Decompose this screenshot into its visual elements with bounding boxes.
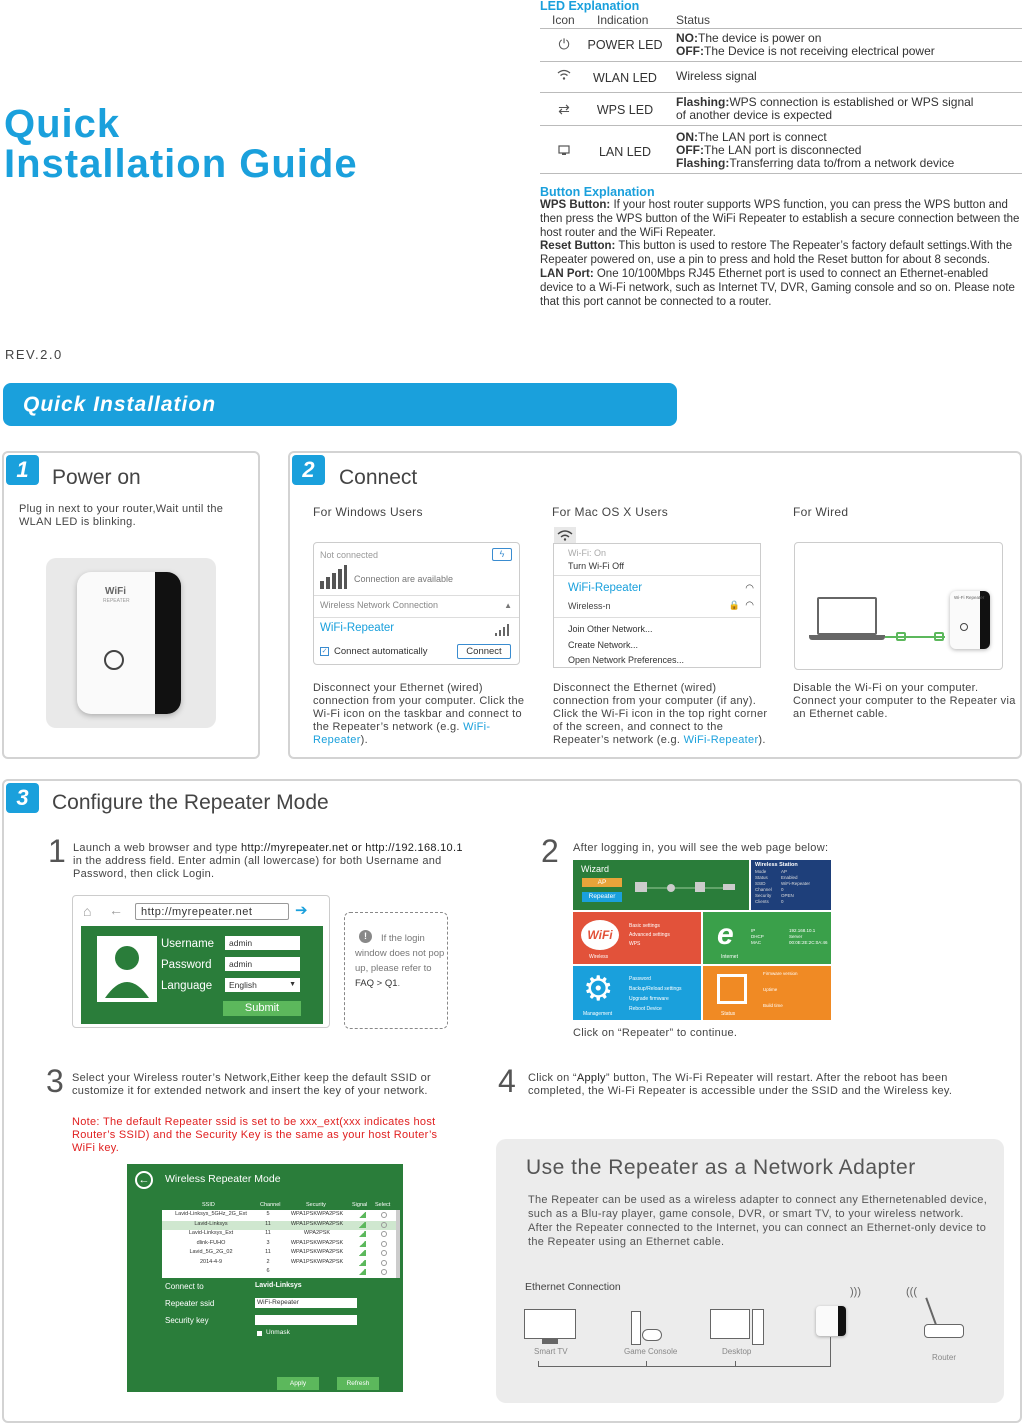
status-value: OPEN <box>781 893 794 898</box>
repeater-mode-title: Wireless Repeater Mode <box>165 1173 281 1185</box>
status-label: Status <box>721 1011 736 1017</box>
signal-strength-icon <box>358 1222 366 1228</box>
status-tile[interactable] <box>703 966 831 1020</box>
ssid-table-row[interactable] <box>162 1249 396 1258</box>
wireless-tile[interactable] <box>573 912 701 964</box>
connect-button[interactable]: Connect <box>457 644 511 659</box>
lan-port-text: One 10/100Mbps RJ45 Ethernet port is used to connect an Ethernet-enabled device to a Wi-Fi network, such as Internet TV, DVR, Gaming console and so on. Please note that this port cannot be connected to a router. <box>540 267 1015 308</box>
title-quick: Quick <box>4 102 121 146</box>
ssid-cell: 5 <box>266 1211 270 1217</box>
ssid-table-row[interactable] <box>162 1211 396 1220</box>
ip-values <box>789 928 828 946</box>
signal-strength-icon <box>358 1231 366 1237</box>
url-bar[interactable]: http://myrepeater.net <box>135 903 289 920</box>
wps-button-icon <box>104 650 124 670</box>
ssid-cell: 11 <box>265 1220 271 1227</box>
gamepad-icon <box>642 1329 662 1341</box>
step2-title: Connect <box>339 466 418 489</box>
game-console-icon <box>631 1311 641 1345</box>
wired-instructions: Disable the Wi-Fi on your computer. Connect your computer to the Repeater via an Ethernet cable. <box>793 682 1016 720</box>
ssid-cell: dlink-FUHO <box>196 1239 226 1246</box>
ssid-example: WiFi-Repeater <box>313 721 491 746</box>
led-key: OFF: <box>676 44 704 58</box>
device-brand: WiFi <box>105 586 127 597</box>
mac-instructions <box>553 682 773 747</box>
mac-wifi-menu <box>553 543 761 668</box>
ssid-table-row[interactable] <box>162 1221 396 1230</box>
status-value: 0 <box>781 899 784 904</box>
security-key-input[interactable] <box>255 1315 357 1325</box>
ssid-cell: WPA2PSK <box>303 1230 331 1236</box>
ssid-table-row[interactable] <box>162 1230 396 1239</box>
s4-text-b: ” button, The Wi-Fi Repeater will restart. After the reboot has been completed, the Wi-Fi Repeater is accessible under the SSID and the Wireless key. <box>528 1072 953 1097</box>
ssid-cell: 3 <box>266 1239 270 1246</box>
col-icon: Icon <box>552 13 575 27</box>
substep2-number: 2 <box>541 833 559 869</box>
build-label: Build time <box>763 1003 783 1008</box>
management-label: Management <box>583 1011 613 1017</box>
unmask-label: Unmask <box>266 1329 290 1336</box>
firmware-label: Firmware version <box>763 971 798 976</box>
basic-settings-link[interactable]: Basic settings <box>629 923 660 929</box>
step1-text: Plug in next to your router,Wait until the WLAN LED is blinking. <box>19 503 224 528</box>
select-radio[interactable] <box>381 1212 387 1218</box>
ssid-example: WiFi-Repeater <box>683 734 759 746</box>
ap-button[interactable]: AP <box>582 878 622 887</box>
refresh-button[interactable]: Refresh <box>337 1377 379 1390</box>
management-tile[interactable] <box>573 966 701 1020</box>
step1-badge: 1 <box>6 455 39 485</box>
button-explanation-body <box>540 199 1020 309</box>
management-links <box>629 974 682 1014</box>
ssid-cell: Lavid-Linksys_Ext <box>188 1230 234 1236</box>
router-label: Router <box>932 1353 957 1362</box>
status-values <box>781 869 810 905</box>
dropdown-arrow-icon: ▼ <box>289 981 296 988</box>
turn-wifi-off[interactable]: Turn Wi-Fi Off <box>568 561 624 571</box>
ip-value: 00:0E:2E:2C:0A:46 <box>789 940 828 945</box>
upgrade-link[interactable]: Upgrade firmware <box>629 996 669 1002</box>
select-radio[interactable] <box>381 1269 387 1275</box>
adapter-p1: The Repeater can be used as a wireless adapter to connect any Ethernetenabled device, such as a Blu-ray player, game console, DVR, or smart TV, to your wireless network. <box>528 1194 988 1220</box>
gear-icon: ⚙ <box>583 970 614 1008</box>
reset-button-text: This button is used to restore The Repeater’s factory default settings.With the Repeater powered on, use a pin to press and hold the Reset button for about 8 seconds. <box>540 240 1013 267</box>
led-text: Wireless signal <box>676 69 757 83</box>
status-key: Channel <box>755 887 772 892</box>
signal-strength-icon <box>358 1212 366 1218</box>
wizard-tile <box>573 860 749 910</box>
signal-waves-icon: ((( <box>906 1286 917 1298</box>
auto-checkbox[interactable]: ✓ <box>321 648 328 655</box>
connect-to-label: Connect to <box>165 1282 204 1291</box>
apply-button[interactable]: Apply <box>277 1377 319 1390</box>
col-status: Status <box>676 13 711 27</box>
game-console-label: Game Console <box>624 1347 678 1356</box>
password-input[interactable]: admin <box>225 957 300 971</box>
substep2-bottom: Click on “Repeater” to continue. <box>573 1027 738 1039</box>
col-indication: Indication <box>597 13 649 27</box>
led-key: Flashing: <box>676 156 730 170</box>
substep3-note: Note: The default Repeater ssid is set to be xxx_ext(xxx indicates host Router’s SSID) and the Security Key is the same as your host Router’s WiFi key. <box>72 1116 438 1154</box>
lock-icon: 🔒 <box>728 600 740 610</box>
ssid-cell: Lavid-Linksys <box>194 1220 228 1227</box>
repeater-ssid-input[interactable]: WiFi-Repeater <box>255 1298 357 1308</box>
led-row-power <box>540 28 1022 62</box>
connect-automatically: Connect automatically <box>334 646 428 657</box>
faq-link[interactable]: FAQ > Q1 <box>355 978 398 989</box>
reset-button-key: Reset Button: <box>540 240 616 253</box>
signal-waves-icon: ))) <box>850 1286 861 1298</box>
wireless-network-connection: Wireless Network Connection <box>320 600 439 610</box>
lan-port-key: LAN Port: <box>540 267 594 280</box>
adapter-text <box>528 1193 994 1249</box>
status-keys <box>755 869 772 905</box>
status-value: WiFi-Repeater <box>781 881 811 886</box>
back-icon[interactable]: ← <box>135 1171 153 1189</box>
step3-title: Configure the Repeater Mode <box>52 791 329 814</box>
ip-key: IP <box>751 928 756 933</box>
led-key: Flashing: <box>676 95 730 109</box>
wps-button-text: If your host router supports WPS function, you can press the WPS button and then press the WPS button of the WiFi Repeater to establish a secure connection between the host router and the WiFi Repeater. <box>540 199 1020 239</box>
led-name: WLAN LED <box>593 71 657 85</box>
username-label: Username <box>161 938 215 950</box>
device-sub: REPEATER <box>103 598 130 604</box>
status-grid-icon <box>717 974 747 1004</box>
signal-strength-icon <box>358 1241 366 1247</box>
ssid-table-row[interactable] <box>162 1268 396 1277</box>
router-icon <box>924 1324 964 1338</box>
substep4-number: 4 <box>498 1063 516 1099</box>
adapter-p2: After the Repeater connected to the Internet, you can connect an Ethernet-only device to the Repeater using an Ethernet cable. <box>528 1222 987 1248</box>
ssid-cell: WPA1PSKWPA2PSK <box>290 1220 344 1227</box>
mac-text: Disconnect the Ethernet (wired) connection from your computer (if any). Click the Wi-Fi icon in the top right corner of the screen, and connect to the Repeater’s network (e.g. <box>553 682 768 746</box>
language-label: Language <box>161 980 213 992</box>
password-label: Password <box>161 959 212 971</box>
substep3-text: Select your Wireless router’s Network,Either keep the default SSID or customize it for extended network and insert the key of your network. <box>72 1072 431 1097</box>
password-link[interactable]: Password <box>629 976 651 982</box>
backup-link[interactable]: Backup/Reload settings <box>629 986 682 992</box>
s1-text-a: Launch a web browser and type <box>73 842 241 854</box>
smart-tv-icon <box>524 1309 576 1339</box>
led-text: of another device is expected <box>676 108 833 122</box>
wifi-signal-icon: ◠ <box>745 600 754 611</box>
avatar <box>97 936 157 1002</box>
ip-value: 192.168.10.1 <box>789 928 816 933</box>
reboot-link[interactable]: Reboot Device <box>629 1006 662 1012</box>
wps-button-key: WPS Button: <box>540 199 611 211</box>
win-ssid[interactable]: WiFi-Repeater <box>320 622 395 634</box>
step1-title: Power on <box>52 466 141 489</box>
signal-icon <box>495 623 511 641</box>
signal-strength-icon <box>358 1250 366 1256</box>
status-key: Security <box>755 893 772 898</box>
ssid-table <box>162 1202 400 1278</box>
open-network-prefs[interactable]: Open Network Preferences... <box>568 655 685 665</box>
header-ssid: SSID <box>202 1202 215 1208</box>
wireless-station-tile <box>751 860 831 910</box>
status-key: Status <box>755 875 768 880</box>
scrollbar[interactable] <box>396 1210 400 1278</box>
repeater-ssid-label: Repeater ssid <box>165 1299 215 1308</box>
led-name: LAN LED <box>598 145 652 159</box>
wifi-signal-icon: ◠ <box>745 583 754 594</box>
status-info <box>763 970 798 1010</box>
close-paren: ). <box>758 734 766 746</box>
language-select[interactable] <box>225 978 300 992</box>
led-text: The LAN port is connect <box>698 130 827 144</box>
wps-link[interactable]: WPS <box>629 941 641 947</box>
ssid-cell: 11 <box>265 1249 271 1255</box>
ssid-cell: 11 <box>265 1230 271 1236</box>
smart-tv-label: Smart TV <box>534 1347 568 1356</box>
title-installation-guide: Installation Guide <box>4 142 358 186</box>
select-radio[interactable] <box>381 1241 387 1247</box>
adapter-title: Use the Repeater as a Network Adapter <box>526 1156 916 1179</box>
login-note-text <box>355 931 445 991</box>
substep3-number: 3 <box>46 1063 64 1099</box>
note-c: . <box>397 978 401 989</box>
uptime-label: Uptime <box>763 987 778 992</box>
laptop-icon <box>817 597 877 635</box>
create-network[interactable]: Create Network... <box>568 640 639 650</box>
status-value: 0 <box>781 887 784 892</box>
ssid-cell: WPA1PSKWPA2PSK <box>290 1211 344 1217</box>
ip-keys <box>751 928 764 946</box>
browser-login-window <box>72 895 330 1028</box>
wireless-station-label: Wireless Station <box>755 862 798 868</box>
header-channel: Channel <box>260 1202 281 1208</box>
home-icon[interactable]: ⌂ <box>83 903 92 919</box>
led-row-wlan <box>540 62 1022 93</box>
url-1: http://myrepeater.net or <box>241 842 362 854</box>
username-input[interactable]: admin <box>225 936 300 950</box>
ssid-cell: 2 <box>266 1258 270 1265</box>
button-explanation-title: Button Explanation <box>540 185 655 199</box>
ssid-cell: Lavid_5G_2G_02 <box>189 1249 233 1255</box>
repeater-device-image <box>77 572 181 714</box>
select-radio[interactable] <box>381 1260 387 1266</box>
ssid-table-row[interactable] <box>162 1259 396 1268</box>
connect-to-value: Lavid-Linksys <box>255 1282 302 1289</box>
ssid-cell: WPA1PSKWPA2PSK <box>290 1258 344 1265</box>
header-select: Select <box>375 1202 391 1208</box>
login-panel <box>81 926 323 1024</box>
web-dashboard <box>573 860 831 1020</box>
repeater-small-icon <box>950 591 990 649</box>
login-note-box <box>344 912 448 1029</box>
ssid-table-header <box>162 1202 400 1210</box>
revision-label: REV.2.0 <box>5 347 63 362</box>
ie-icon: e <box>717 918 734 951</box>
substep1-number: 1 <box>48 833 66 869</box>
unmask-checkbox[interactable] <box>257 1331 262 1336</box>
internet-label: Internet <box>721 954 738 960</box>
wps-icon: ⇄ <box>558 101 570 117</box>
repeater-button[interactable]: Repeater <box>582 892 622 902</box>
language-value: English <box>229 980 257 990</box>
ssid-cell: Lavid-Linksys_5GHz_2G_Ext <box>175 1211 247 1217</box>
select-radio[interactable] <box>381 1250 387 1256</box>
windows-wifi-popup <box>313 542 520 665</box>
ssid-table-row[interactable] <box>162 1240 396 1249</box>
join-other-network[interactable]: Join Other Network... <box>568 624 653 634</box>
note-a: If the login window does not pop up, please refer to <box>355 933 445 974</box>
wireless-links <box>629 922 670 949</box>
topology-icon <box>633 876 743 896</box>
substep4-text <box>528 1072 1002 1098</box>
s4-text-a: Click on “ <box>528 1072 577 1084</box>
wireless-repeater-mode-panel <box>127 1164 403 1392</box>
back-arrow-icon[interactable]: ← <box>109 902 123 918</box>
led-name: WPS LED <box>596 103 654 117</box>
not-connected-label: Not connected <box>320 550 379 560</box>
led-row-wps <box>540 93 1022 126</box>
status-key: Mode <box>755 869 767 874</box>
refresh-icon[interactable]: ϟ <box>492 548 512 561</box>
wifi-on-label: Wi-Fi: On <box>568 548 606 558</box>
mac-wifi-menubar-icon[interactable] <box>554 527 576 543</box>
go-arrow-icon[interactable]: ➔ <box>295 902 308 919</box>
status-key: Clients <box>755 899 769 904</box>
signal-strength-icon <box>358 1260 366 1266</box>
wifi-logo-icon: WiFi <box>581 920 619 950</box>
wifi-icon <box>554 68 574 84</box>
step3-badge: 3 <box>6 783 39 813</box>
step2-badge: 2 <box>292 455 325 485</box>
led-text: The LAN port is disconnected <box>704 143 862 157</box>
led-name: POWER LED <box>587 38 663 52</box>
repeater-label: Wi-Fi Repeater <box>954 595 985 600</box>
led-explanation-title: LED Explanation <box>540 0 640 13</box>
substep2-text: After logging in, you will see the web page below: <box>573 842 829 854</box>
security-key-label: Security key <box>165 1316 209 1325</box>
select-radio[interactable] <box>381 1231 387 1237</box>
win-text: Disconnect your Ethernet (wired) connection from your computer. Click the Wi-Fi icon on the taskbar and connect to the Repeater’s network (e.g. <box>313 682 525 733</box>
wizard-label: Wizard <box>581 864 610 874</box>
ssid-cell: 2014-4-9 <box>199 1258 223 1265</box>
status-value: Enabled <box>781 875 798 880</box>
ethernet-connection-label: Ethernet Connection <box>525 1281 621 1293</box>
header-signal: Signal <box>352 1202 368 1208</box>
wireless-label: Wireless <box>589 954 609 960</box>
ip-key: MAC <box>751 940 761 945</box>
led-key: NO: <box>676 31 698 45</box>
network-adapter-box <box>496 1139 1004 1403</box>
close-paren: ). <box>360 734 368 746</box>
s4-apply: Apply <box>576 1072 606 1084</box>
wireless-n[interactable]: Wireless-n <box>568 601 611 611</box>
wired-title: For Wired <box>793 505 849 519</box>
desktop-label: Desktop <box>722 1347 752 1356</box>
substep1-text <box>73 842 473 881</box>
internet-tile[interactable] <box>703 912 831 964</box>
wired-illustration <box>794 542 1003 670</box>
ssid-cell: WPA1PSKWPA2PSK <box>290 1249 344 1255</box>
led-text: The Device is not receiving electrical power <box>704 44 935 58</box>
led-row-lan <box>540 126 1022 174</box>
signal-bars-icon <box>319 565 347 589</box>
lan-icon <box>554 143 574 159</box>
status-key: SSID <box>755 881 766 886</box>
led-key: OFF: <box>676 143 704 157</box>
ssid-cell: WPA1PSKWPA2PSK <box>290 1239 344 1246</box>
windows-users-title: For Windows Users <box>313 505 423 519</box>
info-icon: ! <box>359 930 372 943</box>
led-key: ON: <box>676 130 698 144</box>
advanced-settings-link[interactable]: Advanced settings <box>629 932 670 938</box>
desktop-icon <box>710 1309 750 1339</box>
led-text: Transferring data to/from a network device <box>729 156 955 170</box>
ip-value: Server <box>789 934 803 939</box>
repeater-adapter-icon <box>816 1306 846 1336</box>
ip-key: DHCP <box>751 934 764 939</box>
status-value: AP <box>781 869 788 874</box>
signal-strength-icon <box>358 1269 366 1275</box>
mac-ssid[interactable]: WiFi-Repeater <box>568 582 643 594</box>
s1-text-b: in the address field. Enter admin (all lowercase) for both Username and Password, then click Login. <box>73 855 442 880</box>
led-text: The device is power on <box>698 31 822 45</box>
power-icon: ⏻ <box>558 36 570 52</box>
mac-users-title: For Mac OS X Users <box>552 505 669 519</box>
submit-button[interactable]: Submit <box>223 1001 301 1016</box>
collapse-icon[interactable]: ▲ <box>504 601 512 610</box>
connections-available: Connection are available <box>354 574 454 584</box>
led-text: WPS connection is established or WPS signal <box>729 95 974 109</box>
windows-instructions <box>313 682 538 747</box>
ethernet-line <box>538 1366 830 1367</box>
select-radio[interactable] <box>381 1222 387 1228</box>
url-2: http://192.168.10.1 <box>365 842 463 854</box>
header-security: Security <box>306 1202 326 1208</box>
ssid-cell: 6 <box>266 1268 270 1274</box>
quick-installation-bar: Quick Installation <box>3 383 677 426</box>
